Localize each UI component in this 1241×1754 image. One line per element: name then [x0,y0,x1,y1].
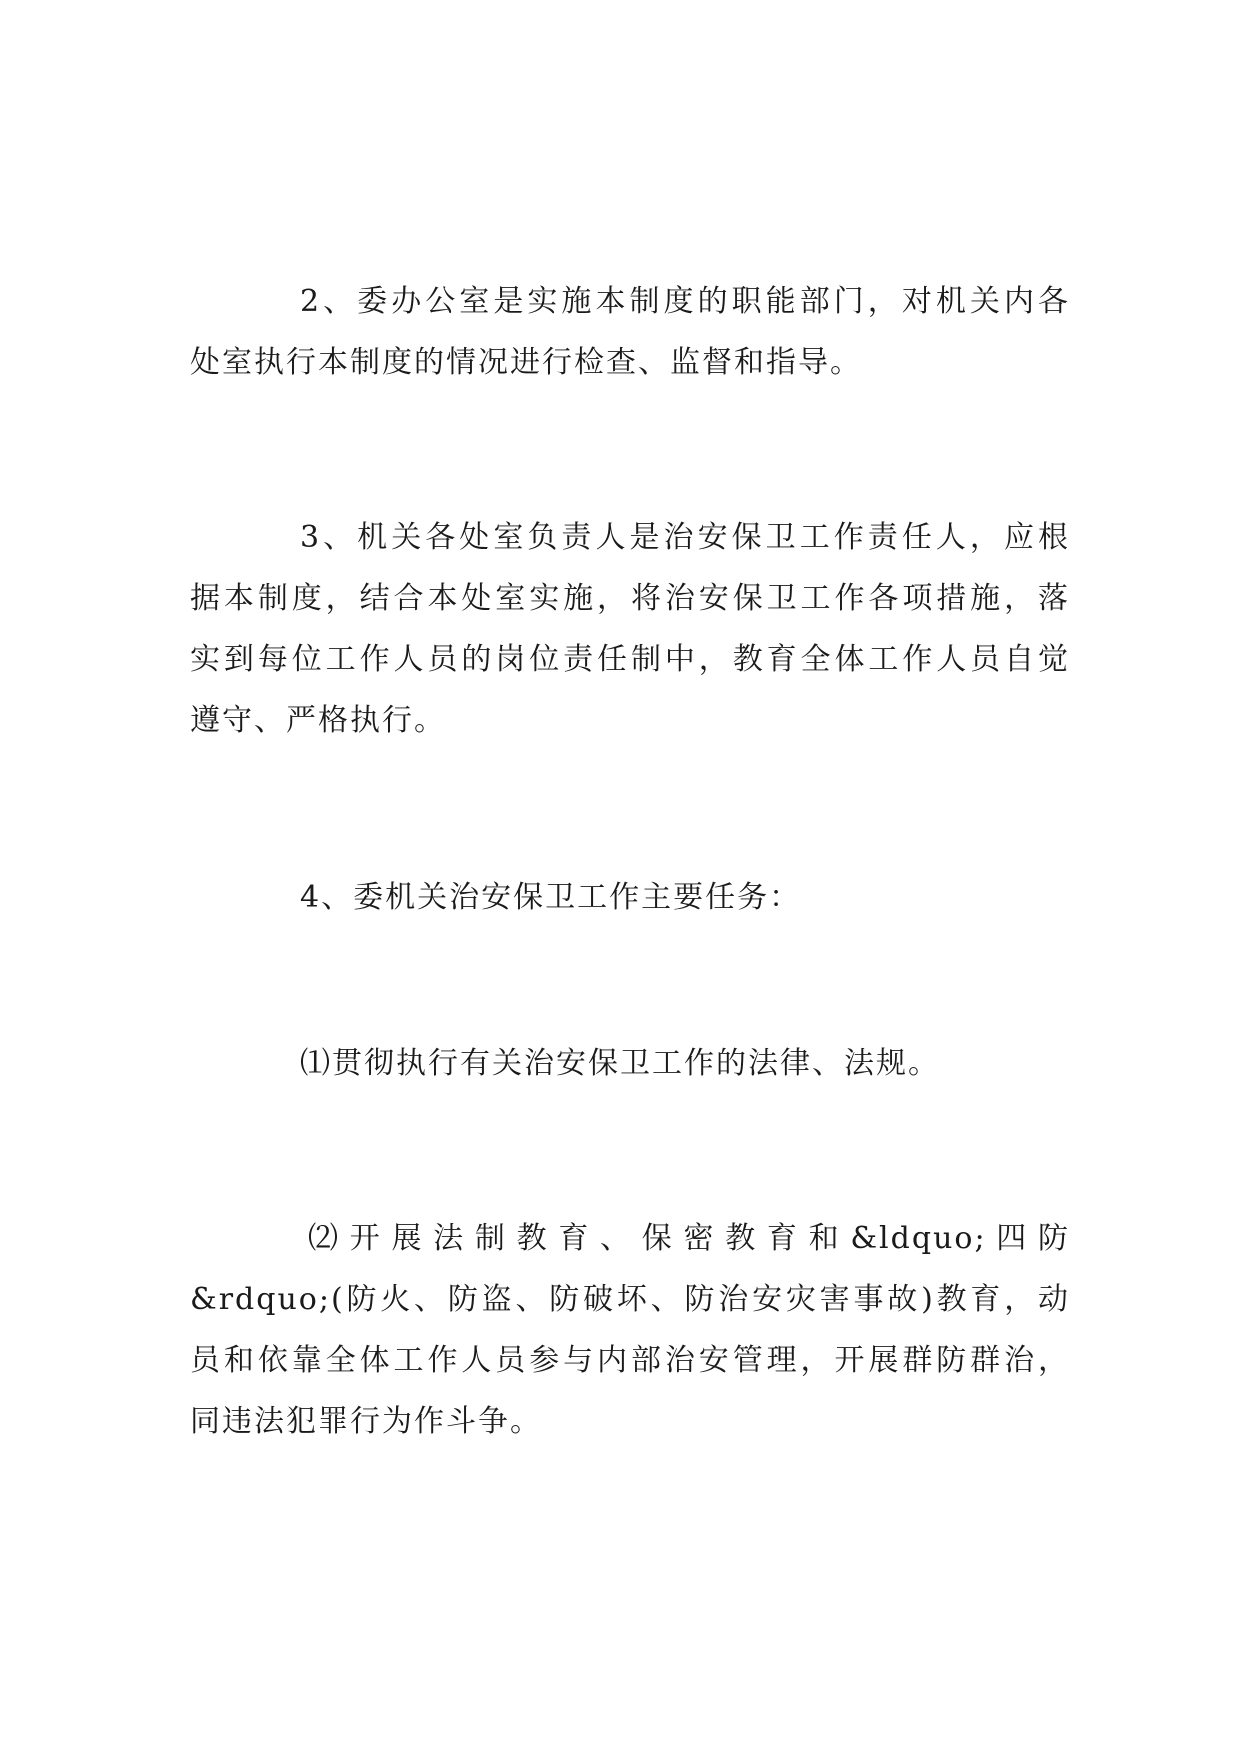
paragraph-2-line-1: 2、委办公室是实施本制度的职能部门，对机关内各 [300,284,1070,319]
paragraph-3-line-1: 3、机关各处室负责人是治安保卫工作责任人，应根 [300,520,1070,555]
item-1-line-1: ⑴贯彻执行有关治安保卫工作的法律、法规。 [300,1046,940,1081]
paragraph-4-line-1: 4、委机关治安保卫工作主要任务： [300,880,802,915]
item-2-line-4: 同违法犯罪行为作斗争。 [190,1404,542,1439]
paragraph-3-line-4: 遵守、严格执行。 [190,703,446,738]
paragraph-3-line-2: 据本制度，结合本处室实施，将治安保卫工作各项措施，落 [190,581,1070,616]
item-2-line-3: 员和依靠全体工作人员参与内部治安管理，开展群防群治， [190,1343,1070,1378]
item-2-line-1: ⑵开展法制教育、保密教育和&ldquo;四防 [308,1221,1070,1256]
paragraph-2-line-2: 处室执行本制度的情况进行检查、监督和指导。 [190,345,862,380]
item-2-line-2: &rdquo;(防火、防盗、防破坏、防治安灾害事故)教育，动 [190,1282,1070,1317]
paragraph-3-line-3: 实到每位工作人员的岗位责任制中，教育全体工作人员自觉 [190,642,1070,677]
